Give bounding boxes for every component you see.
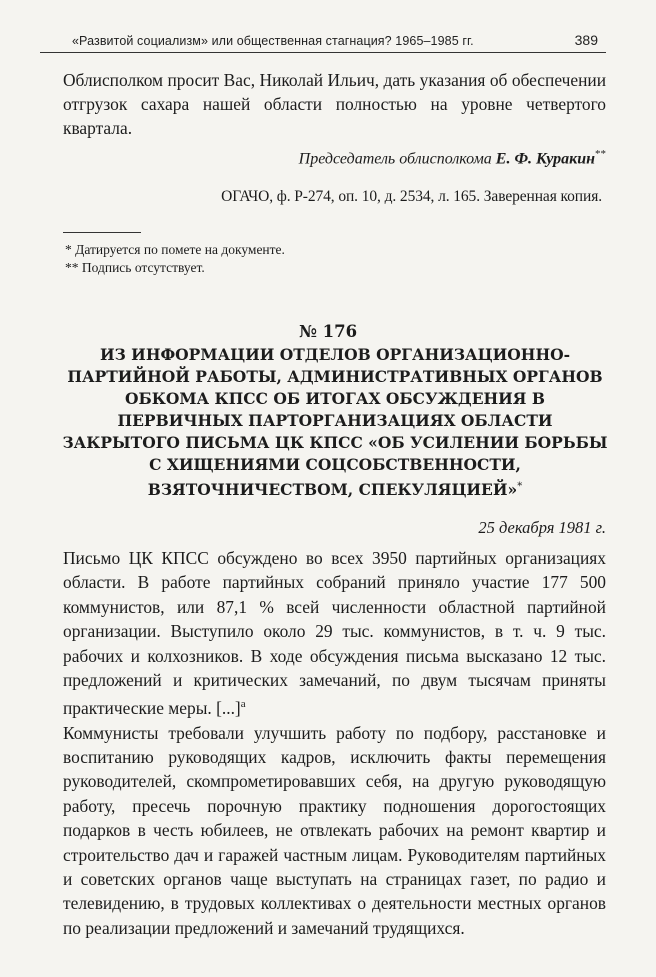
page-number: 389 (574, 32, 598, 48)
previous-doc-closing-paragraph: Облисполком просит Вас, Николай Ильич, дать указания об обеспечении отгрузок сахара нашей области полностью на уровне четвертого квартала. (63, 70, 606, 138)
footnote-2: ** Подпись отсутствует. (65, 260, 205, 275)
document-title-text: ИЗ ИНФОРМАЦИИ ОТДЕЛОВ ОРГАНИЗАЦИОННО-ПАРТИЙНОЙ РАБОТЫ, АДМИНИСТРАТИВНЫХ ОРГАНОВ ОБКОМА КПСС ОБ ИТОГАХ ОБСУЖДЕНИЯ В ПЕРВИЧНЫХ ПАРТОРГАНИЗАЦИЯХ ОБЛАСТИ ЗАКРЫТОГО ПИСЬМА ЦК КПСС «ОБ УСИЛЕНИИ БОРЬБЫ С ХИЩЕНИЯМИ СОЦСОБСТВЕННОСТИ, ВЗЯТОЧНИЧЕСТВОМ, СПЕКУЛЯЦИЕЙ» (62, 345, 608, 500)
body-paragraph-2: Коммунисты требовали улучшить работу по подбору, расстановке и воспитанию руководящих кадров, исключить факты перемещения руководителей, скомпрометировавших себя, на другую руководящую работу, пресечь порочную практику подношения дорогостоящих подарков в честь юбилеев, не отвлекать рабочих на ремонт квартир и строительство дач и гаражей частным лицам. Руководителям партийных и советских органов чаще выступать на страницах газет, по радио и телевидению, в трудовых коллективах о деятельности местных органов по реализации предложений и замечаний трудящихся. (63, 722, 606, 938)
body-paragraph-1 (63, 546, 606, 721)
document-date: 25 декабря 1981 г. (478, 518, 606, 537)
signature (299, 148, 606, 168)
signature-footnote-mark: ** (595, 148, 606, 160)
header-rule (40, 52, 606, 53)
document-title (60, 344, 610, 501)
document-title-mark: * (517, 481, 523, 492)
footnote-1: * Датируется по помете на документе. (65, 242, 285, 257)
body-paragraph-1-mark: а (240, 698, 246, 711)
archive-reference: ОГАЧО, ф. Р-274, оп. 10, д. 2534, л. 165. Заверенная копия. (221, 188, 602, 205)
document-body (63, 546, 606, 940)
signature-name: Е. Ф. Куракин (495, 150, 595, 168)
document-number: № 176 (298, 322, 358, 341)
body-paragraph-1-text: Письмо ЦК КПСС обсуждено во всех 3950 партийных организациях области. В работе партийных собраний приняло участие 177 500 коммунистов, или 87,1 % всей численности областной партийной организации. Выступило около 29 тыс. коммунистов, в т. ч. 9 тыс. рабочих и колхозников. В ходе обсуждения письма высказано 12 тыс. предложений и критических замечаний, по двум тысячам приняты практические меры. [...] (63, 548, 606, 719)
footnote-rule (63, 232, 141, 233)
running-head: «Развитой социализм» или общественная стагнация? 1965–1985 гг. (72, 34, 474, 48)
signature-role: Председатель облисполкома (298, 150, 492, 168)
